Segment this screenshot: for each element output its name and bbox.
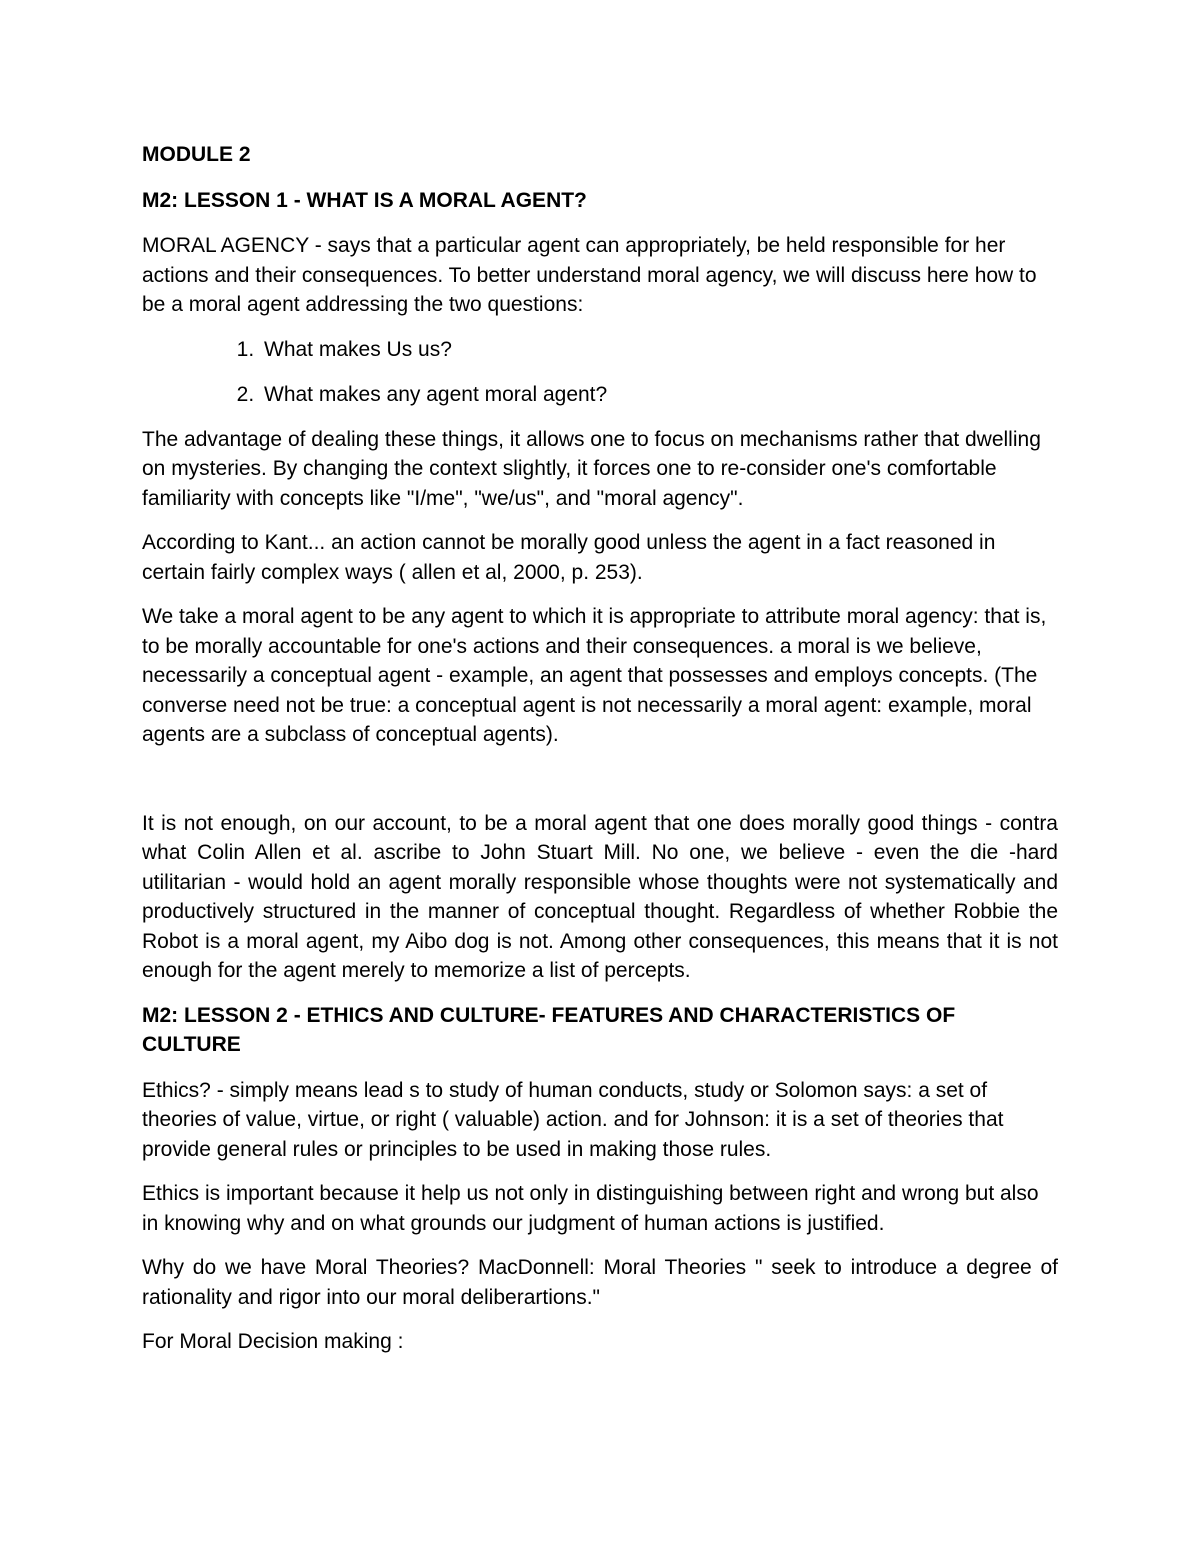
module-title: MODULE 2: [142, 143, 251, 166]
ethics-importance-paragraph: Ethics is important because it help us not only in distinguishing between right and wrong but also in knowing why and on what grounds our judgment of human actions is justified.: [142, 1182, 1039, 1235]
kant-paragraph: According to Kant... an action cannot be morally good unless the agent in a fact reasoned in certain fairly complex ways ( allen et al, 2000, p. 253).: [142, 531, 996, 584]
lesson-2-heading: M2: LESSON 2 - ETHICS AND CULTURE- FEATURES AND CHARACTERISTICS OF CULTURE: [142, 1003, 956, 1056]
not-enough-paragraph: It is not enough, on our account, to be a moral agent that one does morally good things - contra what Colin Allen et al. ascribe to John Stuart Mill. No one, we believe - even the die -hard utilitarian - would hold an agent morally responsible whose thoughts were not systematically and productively structured in the manner of conceptual thought. Regardless of whether Robbie the Robot is a moral agent, my Aibo dog is not. Among other consequences, this means that it is not enough for the agent merely to memorize a list of percepts.: [142, 811, 1058, 982]
moral-theories-paragraph: Why do we have Moral Theories? MacDonnell: Moral Theories " seek to introduce a degree of rationality and rigor into our moral deliberartions.": [142, 1256, 1058, 1309]
document-page: [142, 140, 1058, 1372]
advantage-paragraph: The advantage of dealing these things, it allows one to focus on mechanisms rather that dwelling on mysteries. By changing the context slightly, it forces one to re-consider one's comfortable familiarity with concepts like "I/me", "we/us", and "moral agency".: [142, 427, 1041, 510]
ethics-definition-paragraph: Ethics? - simply means lead s to study of human conducts, study or Solomon says: a set of theories of value, virtue, or right ( valuable) action. and for Johnson: it is a set of theories that provide general rules or principles to be used in making those rules.: [142, 1078, 1004, 1161]
lesson-1-heading: M2: LESSON 1 - WHAT IS A MORAL AGENT?: [142, 188, 587, 212]
moral-decision-paragraph: For Moral Decision making :: [142, 1330, 404, 1353]
blank-line: [142, 765, 1058, 809]
moral-agency-intro: MORAL AGENCY - says that a particular agent can appropriately, be held responsible for her actions and their consequences. To better understand moral agency, we will discuss here how to be a moral agent addressing the two questions:: [142, 234, 1037, 316]
questions-list: [142, 335, 1058, 410]
moral-agent-definition-paragraph: We take a moral agent to be any agent to which it is appropriate to attribute moral agency: that is, to be morally accountable for one's actions and their consequences. a moral is we believe, necessarily a conceptual agent - example, an agent that possesses and employs concepts. (The converse need not be true: a conceptual agent is not necessarily a moral agent: example, moral agents are a subclass of conceptual agents).: [142, 605, 1047, 746]
question-item: 2. What makes any agent moral agent?: [260, 380, 1058, 410]
question-item: 1. What makes Us us?: [260, 335, 1058, 365]
